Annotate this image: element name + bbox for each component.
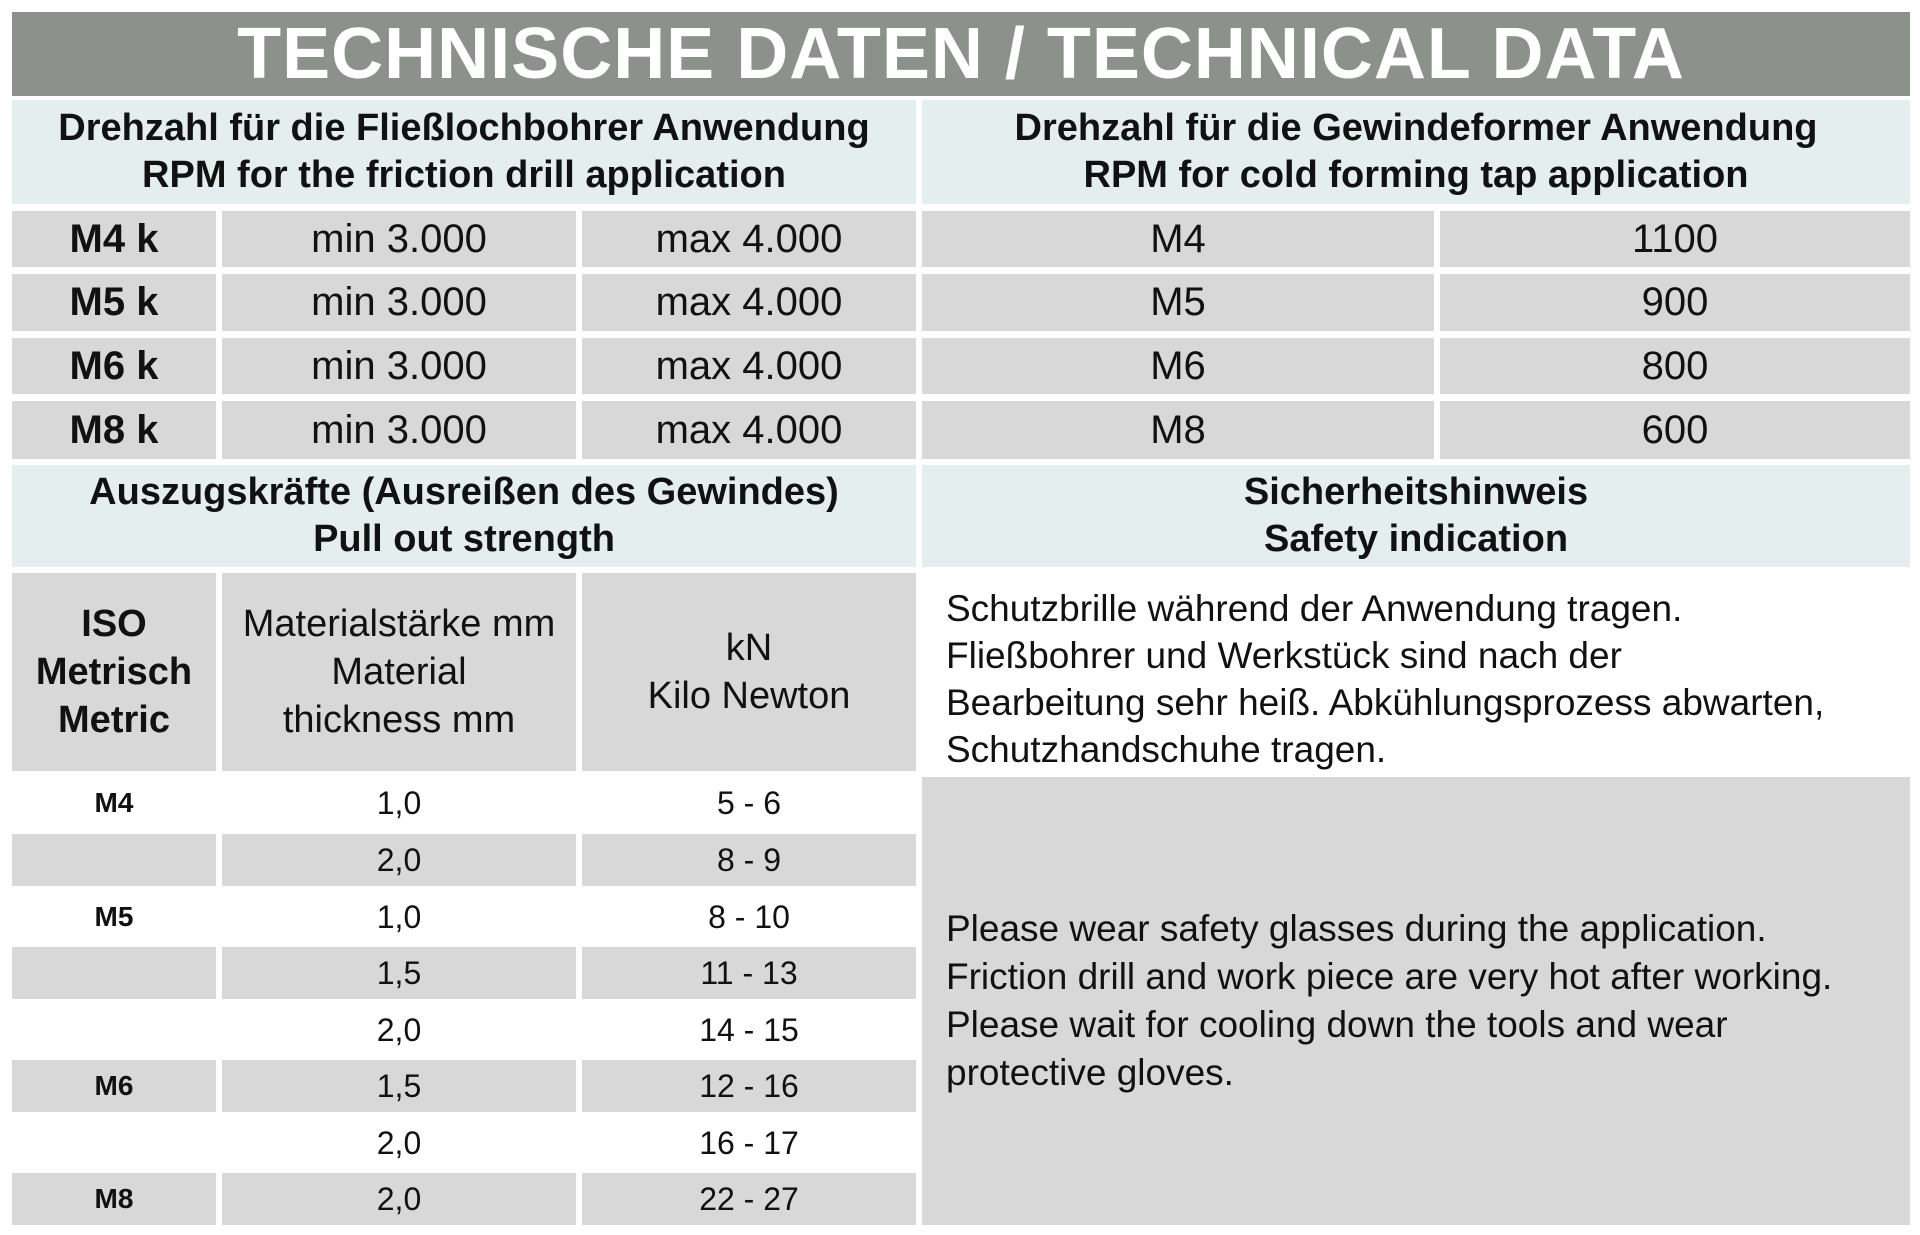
friction-min-cell: min 3.000 [222,211,576,267]
pullout-thickness-cell: 2,0 [222,834,576,886]
tap-rpm-cell: 800 [1440,338,1910,394]
pullout-size-cell: M6 [12,1060,216,1112]
safety-de-line: Schutzbrille während der Anwendung tragen. [946,588,1683,629]
pullout-thickness-cell: 1,0 [222,891,576,943]
pullout-thickness-cell: 2,0 [222,1117,576,1169]
pullout-size-cell [12,1004,216,1056]
pullout-kn-cell: 12 - 16 [582,1060,916,1112]
safety-de-line: Schutzhandschuhe tragen. [946,729,1387,770]
tap-size-cell: M5 [922,274,1434,331]
safety-en-line: Friction drill and work piece are very hot after working. [946,956,1833,997]
safety-de-line: Fließbohrer und Werkstück sind nach der [946,635,1622,676]
pullout-thickness-cell: 2,0 [222,1004,576,1056]
pullout-kn-cell: 8 - 10 [582,891,916,943]
safety-heading [922,465,1910,567]
pullout-kn-cell: 22 - 27 [582,1173,916,1225]
safety-heading-en: Safety indication [1263,518,1569,560]
safety-en-line: Please wear safety glasses during the application. [946,908,1767,949]
pullout-kn-cell: 11 - 13 [582,947,916,999]
kn-label: kN [725,627,773,669]
pullout-size-cell [12,834,216,886]
metric-label: Metric [58,699,170,741]
pullout-size-cell: M4 [12,777,216,829]
safety-text-de [922,573,1910,771]
materialstaerke-label: Materialstärke mm [242,603,556,645]
pullout-kn-cell: 14 - 15 [582,1004,916,1056]
friction-min-cell: min 3.000 [222,401,576,459]
tap-size-cell: M6 [922,338,1434,394]
safety-de-line: Bearbeitung sehr heiß. Abkühlungsprozess abwarten, [946,682,1825,723]
cold-forming-tap-heading [922,100,1910,204]
pullout-thickness-cell: 1,5 [222,947,576,999]
friction-max-cell: max 4.000 [582,274,916,331]
tap-rpm-cell: 1100 [1440,211,1910,267]
pullout-thickness-cell: 2,0 [222,1173,576,1225]
friction-min-cell: min 3.000 [222,274,576,331]
tap-size-cell: M8 [922,401,1434,459]
pullout-size-cell: M8 [12,1173,216,1225]
kilo-newton-label: Kilo Newton [647,675,851,717]
safety-en-line: protective gloves. [946,1052,1234,1093]
safety-heading-de: Sicherheitshinweis [1243,471,1589,513]
cold-forming-tap-heading-de: Drehzahl für die Gewindeformer Anwendung [1014,107,1818,149]
pull-out-heading [12,465,916,567]
pull-out-heading-en: Pull out strength [313,518,615,560]
friction-size-cell: M4 k [12,211,216,267]
tap-rpm-cell: 900 [1440,274,1910,331]
safety-en-line: Please wait for cooling down the tools and wear [946,1004,1728,1045]
friction-max-cell: max 4.000 [582,401,916,459]
friction-size-cell: M6 k [12,338,216,394]
pullout-kn-cell: 8 - 9 [582,834,916,886]
tap-size-cell: M4 [922,211,1434,267]
friction-drill-heading [12,100,916,204]
kilo-newton-column-header [582,573,916,771]
cold-forming-tap-heading-en: RPM for cold forming tap application [1083,154,1749,196]
pullout-size-cell: M5 [12,891,216,943]
friction-max-cell: max 4.000 [582,338,916,394]
friction-min-cell: min 3.000 [222,338,576,394]
pullout-kn-cell: 16 - 17 [582,1117,916,1169]
tap-rpm-cell: 600 [1440,401,1910,459]
thickness-label: thickness mm [282,699,516,741]
iso-label: ISO [81,603,147,645]
friction-drill-heading-en: RPM for the friction drill application [142,154,786,196]
material-label: Material [331,651,467,693]
friction-size-cell: M5 k [12,274,216,331]
safety-text-en [922,777,1910,1225]
pullout-thickness-cell: 1,5 [222,1060,576,1112]
pull-out-heading-de: Auszugskräfte (Ausreißen des Gewindes) [89,471,839,513]
pullout-thickness-cell: 1,0 [222,777,576,829]
friction-size-cell: M8 k [12,401,216,459]
metrisch-label: Metrisch [35,651,193,693]
friction-max-cell: max 4.000 [582,211,916,267]
page-title: TECHNISCHE DATEN / TECHNICAL DATA [12,12,1910,96]
pullout-size-cell [12,1117,216,1169]
friction-drill-heading-de: Drehzahl für die Fließlochbohrer Anwendung [58,107,870,149]
pullout-size-cell [12,947,216,999]
material-thickness-column-header [222,573,576,771]
iso-metric-column-header [12,573,216,771]
pullout-kn-cell: 5 - 6 [582,777,916,829]
